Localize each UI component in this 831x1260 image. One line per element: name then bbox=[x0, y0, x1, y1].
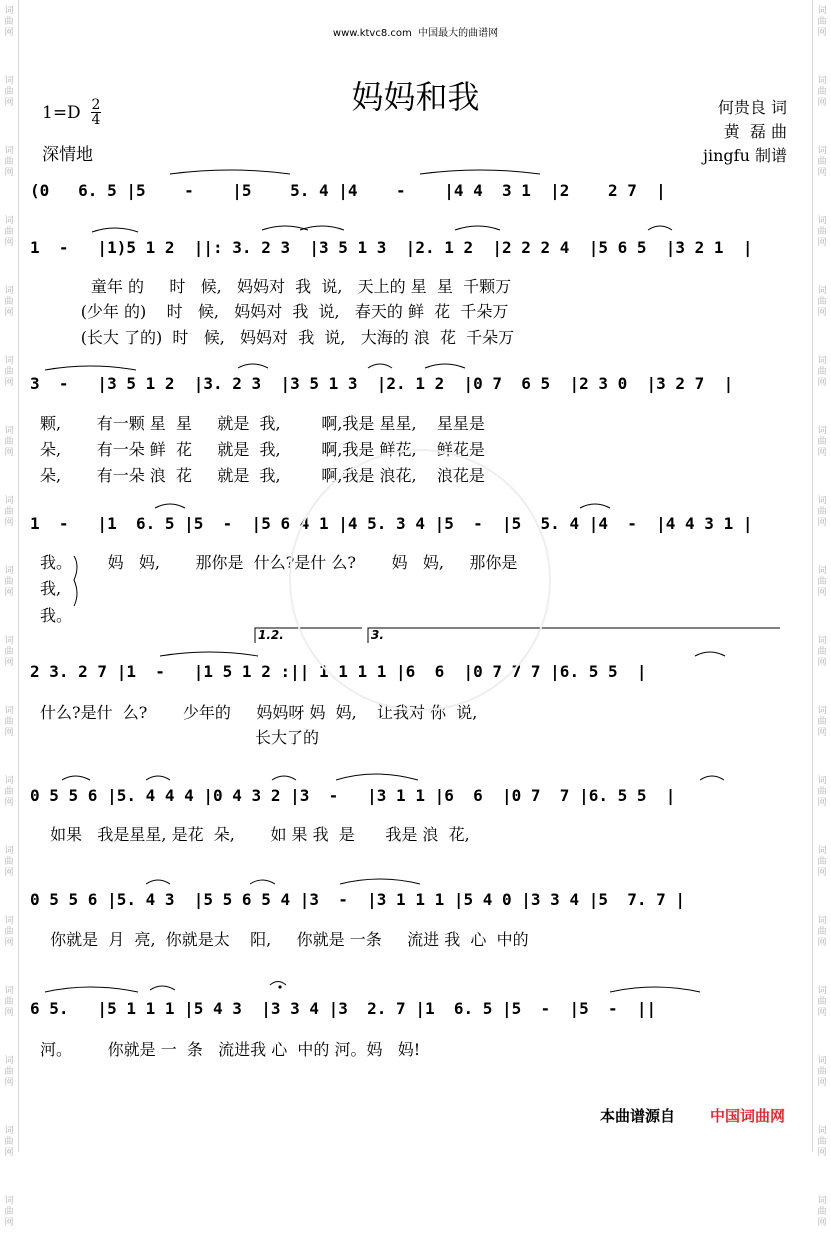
arranger-credit: jingfu 制谱 bbox=[703, 146, 787, 165]
tie-arc bbox=[700, 776, 724, 780]
lyric-brace bbox=[74, 556, 77, 606]
score-system-8: 6 5. |5 1 1 1 |5 4 3 |3 3 4 |3 2. 7 |1 6. 5 |5 - |5 - || bbox=[30, 999, 657, 1018]
fermata-dot bbox=[278, 985, 281, 988]
lyric-line: (长大 了的) 时 候, 妈妈对 我 说, 大海的 浪 花 千朵万 bbox=[40, 328, 515, 347]
fermata-arc bbox=[270, 982, 286, 986]
tie-arc bbox=[155, 504, 185, 508]
lyricist-credit: 何贵良 词 bbox=[717, 98, 787, 117]
tie-arc bbox=[272, 776, 296, 780]
tie-arc bbox=[695, 652, 725, 656]
tie-arc bbox=[238, 364, 268, 368]
footer-source-label: 本曲谱源自 bbox=[600, 1107, 676, 1125]
tie-arc bbox=[420, 170, 540, 174]
lyric-line: 我, bbox=[40, 579, 62, 598]
tie-arc bbox=[425, 364, 465, 368]
volta-label-1-2: 1.2. bbox=[258, 628, 284, 642]
tie-arc bbox=[250, 880, 275, 884]
lyric-line: 朵, 有一朵 浪 花 就是 我, 啊,我是 浪花, 浪花是 bbox=[40, 466, 485, 485]
expression-mark: 深情地 bbox=[42, 145, 93, 165]
tie-arc bbox=[170, 170, 290, 174]
volta-bracket-3 bbox=[368, 628, 780, 643]
left-watermark-strip: 词 曲 网 词 曲 网 词 曲 网 词 曲 网 词 曲 网 词 曲 网 词 曲 网 词 曲 网 词 曲 网 词 曲 网 词 曲 网 词 曲 网 词 曲 网 词 曲 网 词 曲 网 词 曲 网 词 曲 网 词 曲 网 bbox=[0, 0, 19, 1152]
footer-site-link[interactable]: 中国词曲网 bbox=[710, 1107, 786, 1125]
site-header: www.ktvc8.com 中国最大的曲谱网 bbox=[332, 28, 499, 39]
lyric-line: 我。 妈 妈, 那你是 什么?是什 么? 妈 妈, 那你是 bbox=[40, 553, 518, 572]
tie-arc bbox=[648, 226, 672, 230]
key-signature: 1=D bbox=[42, 103, 81, 123]
lyric-line: 我。 bbox=[40, 606, 73, 625]
tie-arc bbox=[45, 366, 136, 370]
lyric-line: 你就是 月 亮, 你就是太 阳, 你就是 一条 流进 我 心 中的 bbox=[40, 930, 529, 949]
lyric-line: 河。 你就是 一 条 流进我 心 中的 河。妈 妈! bbox=[40, 1040, 421, 1059]
score-system-3: 3 - |3 5 1 2 |3. 2 3 |3 5 1 3 |2. 1 2 |0 7 6 5 |2 3 0 |3 2 7 | bbox=[30, 374, 734, 393]
tie-arc bbox=[455, 226, 500, 230]
score-system-7: 0 5 5 6 |5. 4 3 |5 5 6 5 4 |3 - |3 1 1 1 |5 4 0 |3 3 4 |5 7. 7 | bbox=[30, 890, 686, 909]
tie-arc bbox=[45, 987, 138, 992]
lyric-line: 如果 我是星星, 是花 朵, 如 果 我 是 我是 浪 花, bbox=[40, 825, 470, 844]
volta-label-3: 3. bbox=[371, 628, 384, 642]
background-watermark-seal bbox=[290, 450, 550, 710]
lyric-line: 颗, 有一颗 星 星 就是 我, 啊,我是 星星, 星星是 bbox=[40, 414, 485, 433]
tie-arc bbox=[368, 364, 392, 368]
tie-arc bbox=[150, 986, 175, 990]
song-title: 妈妈和我 bbox=[351, 78, 480, 116]
composer-credit: 黄 磊 曲 bbox=[723, 122, 787, 141]
lyric-line: 朵, 有一朵 鲜 花 就是 我, 啊,我是 鲜花, 鲜花是 bbox=[40, 440, 485, 459]
lyric-line: 童年 的 时 候, 妈妈对 我 说, 天上的 星 星 千颗万 bbox=[40, 277, 512, 296]
right-watermark-strip: 词 曲 网 词 曲 网 词 曲 网 词 曲 网 词 曲 网 词 曲 网 词 曲 网 词 曲 网 词 曲 网 词 曲 网 词 曲 网 词 曲 网 词 曲 网 词 曲 网 词 曲 网 词 曲 网 词 曲 网 词 曲 网 bbox=[812, 0, 831, 1152]
tie-arc bbox=[340, 879, 420, 884]
tie-arc bbox=[92, 228, 138, 232]
time-signature-bottom: 4 bbox=[91, 112, 101, 128]
tie-arc bbox=[146, 776, 170, 780]
tie-arc bbox=[62, 776, 90, 780]
tie-arc bbox=[146, 880, 170, 884]
score-system-1: (0 6. 5 |5 - |5 5. 4 |4 - |4 4 3 1 |2 2 7 | bbox=[30, 181, 666, 200]
time-signature-top: 2 bbox=[91, 97, 101, 113]
tie-arc bbox=[160, 652, 258, 656]
lyric-line: (少年 的) 时 候, 妈妈对 我 说, 春天的 鲜 花 千朵万 bbox=[40, 302, 509, 321]
volta-bracket-1-2 bbox=[255, 628, 362, 643]
score-system-2: 1 - |1)5 1 2 ||: 3. 2 3 |3 5 1 3 |2. 1 2 |2 2 2 4 |5 6 5 |3 2 1 | bbox=[30, 238, 753, 257]
score-system-4: 1 - |1 6. 5 |5 - |5 6 4 1 |4 5. 3 4 |5 - |5 5. 4 |4 - |4 4 3 1 | bbox=[30, 514, 753, 533]
lyric-line-alt: 长大了的 bbox=[255, 728, 320, 747]
lyric-line: 什么?是什 么? 少年的 妈妈呀 妈 妈, 让我对 你 说, bbox=[40, 703, 478, 722]
tie-arc bbox=[336, 774, 418, 780]
tie-arc bbox=[580, 504, 610, 508]
score-system-5: 2 3. 2 7 |1 - |1 5 1 2 :|| 1 1 1 1 |6 6 |0 7 7 7 |6. 5 5 | bbox=[30, 662, 647, 681]
tie-arc bbox=[610, 987, 700, 992]
score-system-6: 0 5 5 6 |5. 4 4 4 |0 4 3 2 |3 - |3 1 1 |6 6 |0 7 7 |6. 5 5 | bbox=[30, 786, 676, 805]
